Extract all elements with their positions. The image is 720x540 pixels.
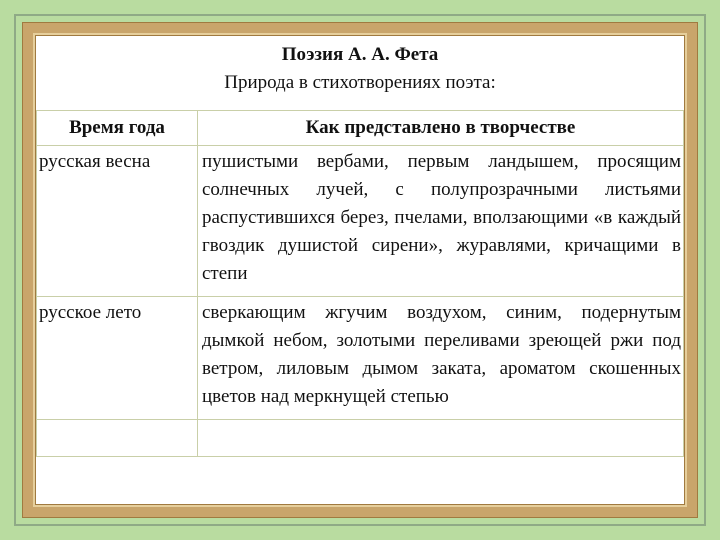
slide-subtitle: Природа в стихотворениях поэта:	[224, 72, 496, 93]
title-block	[36, 36, 684, 111]
season-cell: русская весна	[37, 146, 198, 297]
empty-row	[37, 420, 684, 457]
table-row	[37, 297, 684, 420]
header-description: Как представлено в творчестве	[198, 111, 684, 146]
slide-title: Поэзия А. А. Фета	[281, 44, 439, 65]
season-cell: русское лето	[37, 297, 198, 420]
description-cell: пушистыми вербами, первым ландышем, просящим солнечных лучей, с полупрозрачными листьями распустившихся берез, пчелами, вползающими «в каждый гвоздик душистой сирени», журавлями, кричащими в степи	[198, 146, 684, 297]
description-cell: сверкающим жгучим воздухом, синим, подернутым дымкой небом, золотыми переливами зреющей ржи под ветром, лиловым дымом заката, ароматом скошенных цветов над меркнущей степью	[198, 297, 684, 420]
slide-content	[36, 36, 684, 504]
nature-table	[36, 110, 684, 457]
empty-cell	[37, 420, 198, 457]
table-row	[37, 146, 684, 297]
table-header-row	[37, 111, 684, 146]
empty-cell	[198, 420, 684, 457]
header-season: Время года	[37, 111, 198, 146]
